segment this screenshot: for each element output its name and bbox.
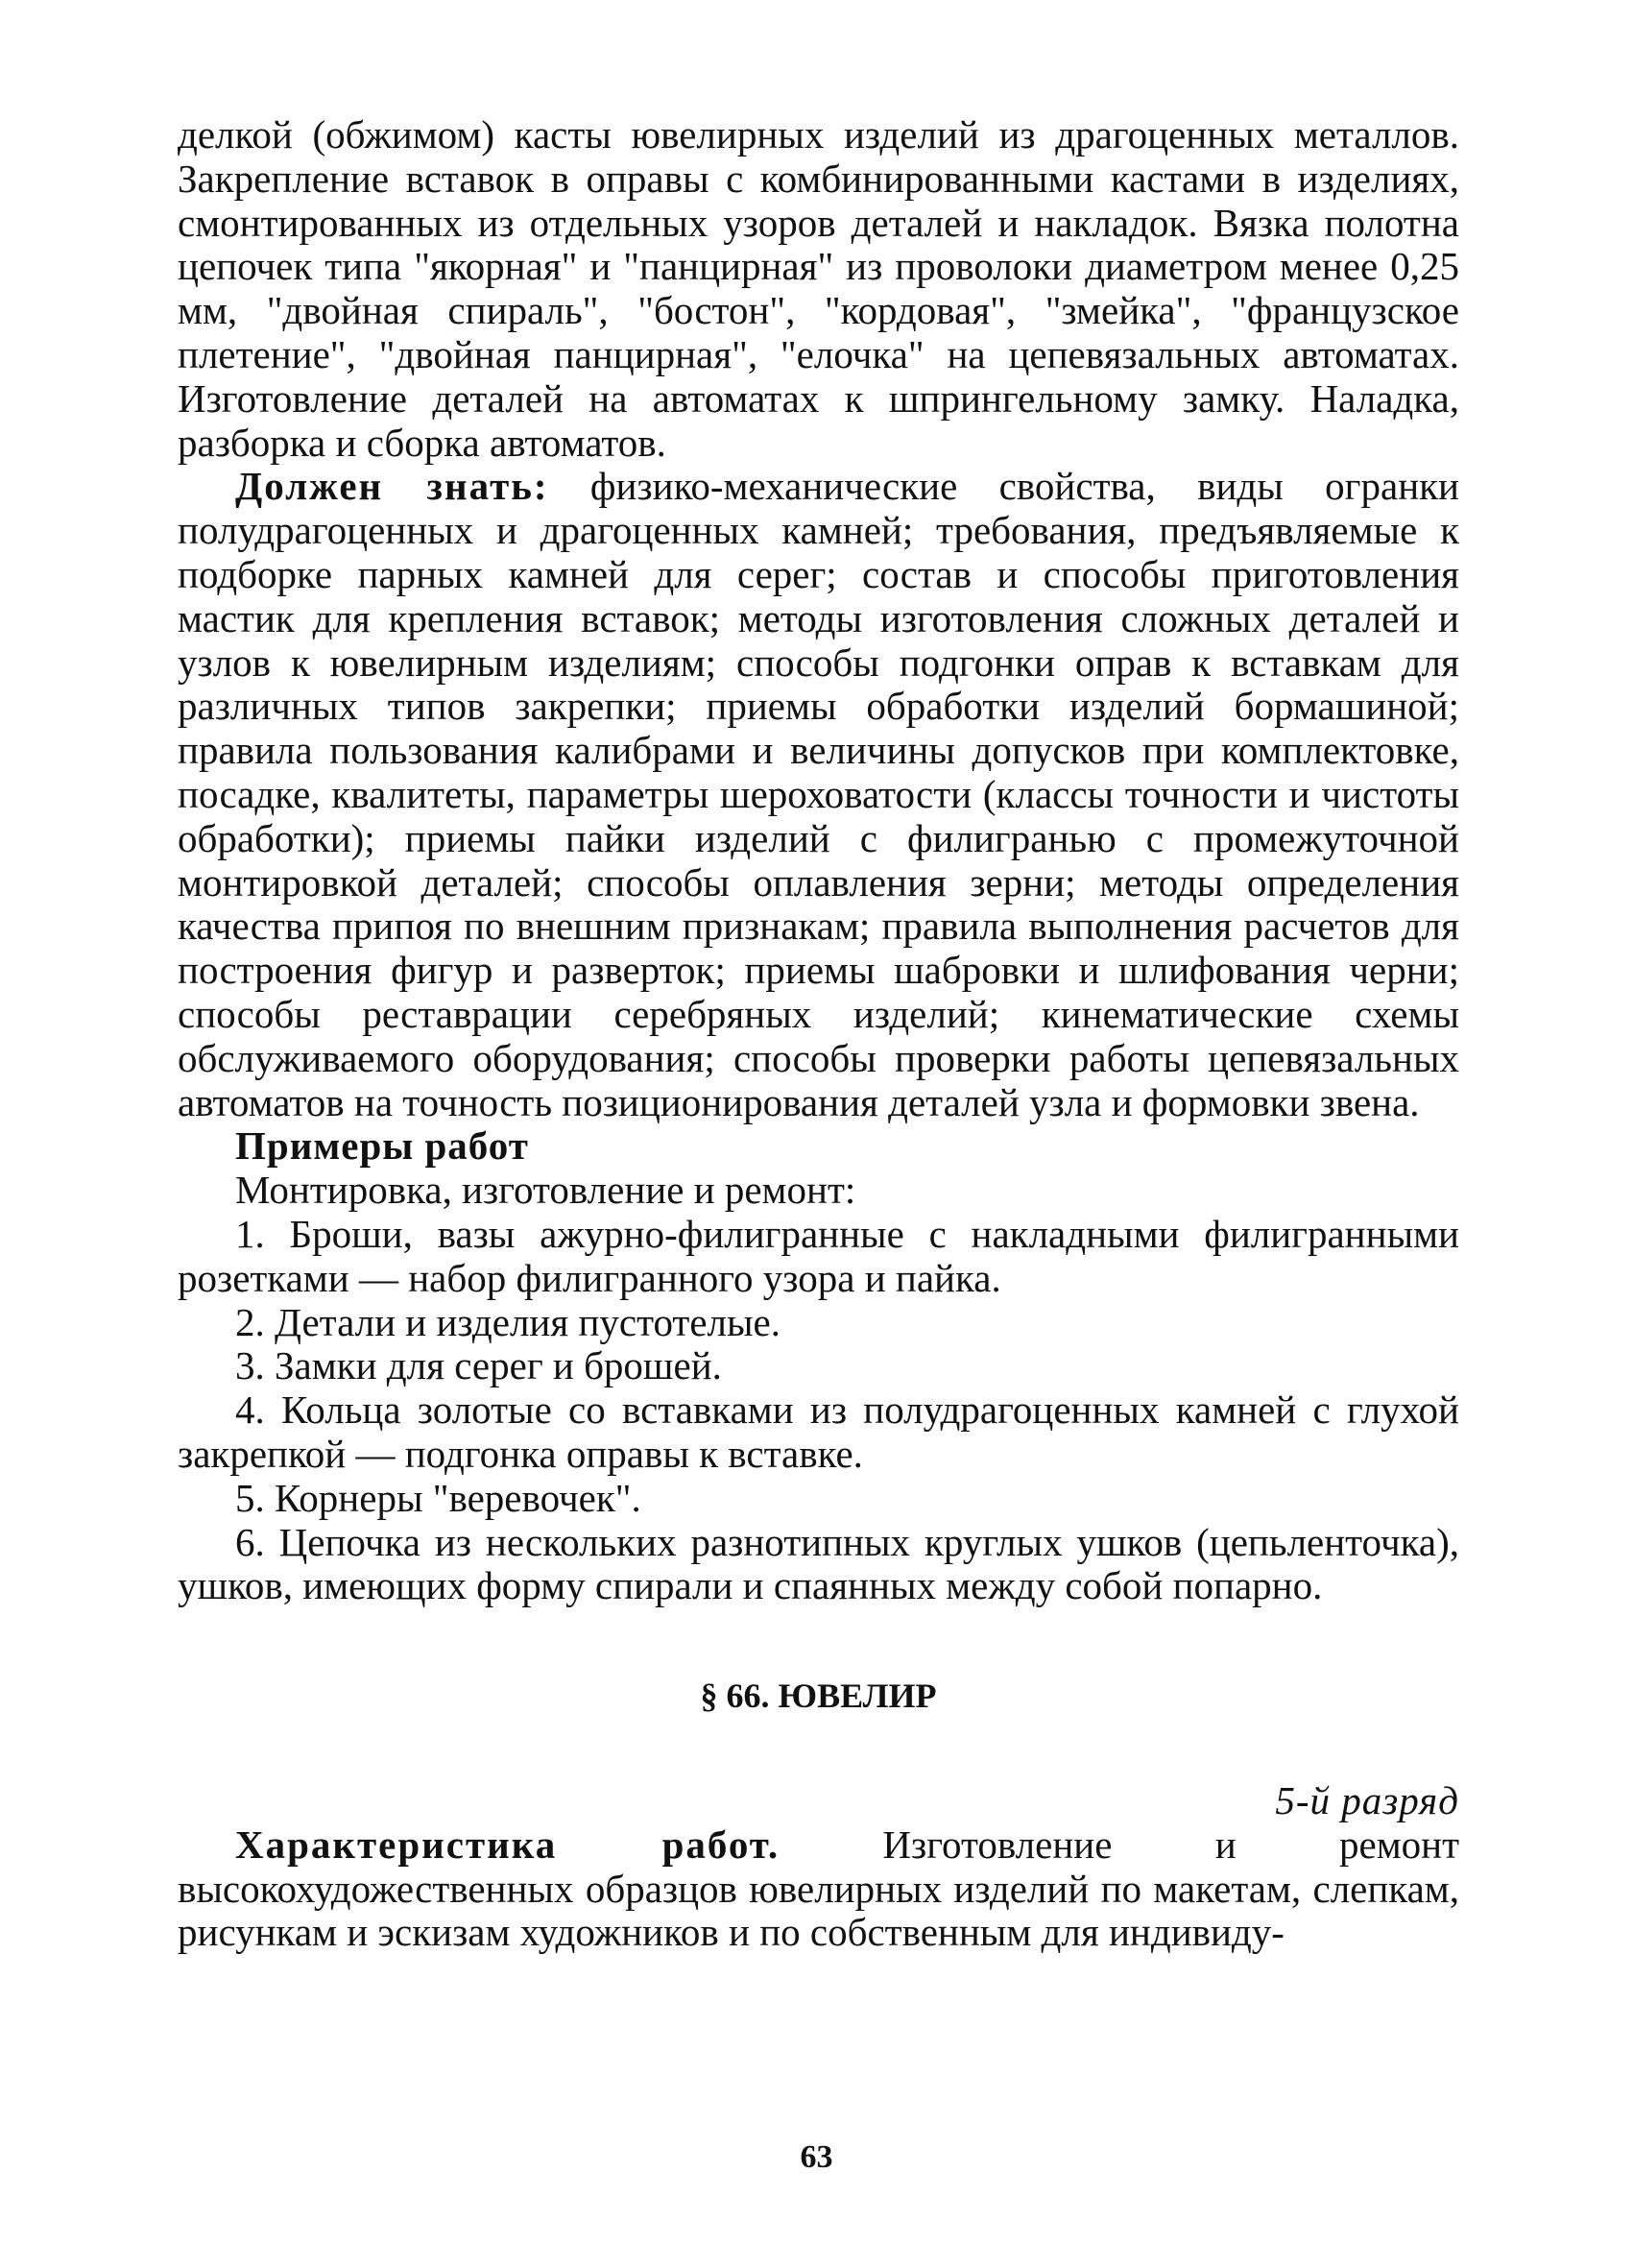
characteristic-label: Характеристика работ.: [235, 1822, 780, 1867]
example-item-3: 3. Замки для серег и брошей.: [235, 1343, 722, 1388]
example-item-4: 4. Кольца золотые со вставками из полудрагоценных камней с глухой закрепкой — подгонка оправы к вставке.: [178, 1387, 1459, 1476]
characteristic-paragraph: [178, 1823, 1459, 1955]
examples-heading: Примеры работ: [235, 1123, 529, 1169]
example-item-1: 1. Броши, вазы ажурно-филигранные с накладными филигранными розетками — набор филигранного узора и пайка.: [178, 1211, 1459, 1300]
must-know-label: Должен знать:: [235, 464, 549, 509]
page-number: 63: [800, 2139, 833, 2175]
must-know-paragraph: [178, 465, 1459, 1124]
must-know-text: физико-механические свойства, виды огранки полудрагоценных и драгоценных камней; требования, предъявляемые к подборке парных камней для серег; состав и способы приготовления мастик для крепления вставок; методы изготовления сложных деталей и узлов к ювелирным изделиям; способы подгонки оправ к вставкам для различных типов закрепки; приемы обработки изделий бормашиной; правила пользования калибрами и величины допусков при комплектовке, посадке, квалитеты, параметры шероховатости (классы точности и чистоты обработки); приемы пайки изделий с филигранью с промежуточной монтировкой деталей; способы оплавления зерни; методы определения качества припоя по внешним признакам; правила выполнения расчетов для построения фигур и разверток; приемы шабровки и шлифования черни; способы реставрации серебряных изделий; кинематические схемы обслуживаемого оборудования; способы проверки работы цепевязальных автоматов на точность позиционирования деталей узла и формовки звена.: [178, 464, 1459, 1124]
intro-paragraph: делкой (обжимом) касты ювелирных изделий из драгоценных металлов. Закрепление вставок в оправы с комбинированными кастами в изделиях, смонтированных из отдельных узоров деталей и накладок. Вязка полотна цепочек типа "якорная" и "панцирная" из проволоки диаметром менее 0,25 мм, "двойная спираль", "бостон", "кордовая", "змейка", "французское плетение", "двойная панцирная", "елочка" на цепевязальных автоматах. Изготовление деталей на автоматах к шпрингельному замку. Наладка, разборка и сборка автоматов.: [178, 112, 1459, 465]
document-page: [178, 113, 1459, 1955]
example-item-5: 5. Корнеры "веревочек".: [235, 1475, 641, 1520]
grade-label: 5-й разряд: [1275, 1778, 1459, 1823]
section-title: § 66. ЮВЕЛИР: [700, 1677, 937, 1716]
characteristic-text: Изготовление и ремонт высокохудожественных образцов ювелирных изделий по макетам, слепкам, рисункам и эскизам художников и по собственным для индивиду-: [178, 1822, 1459, 1955]
example-item-6: 6. Цепочка из нескольких разнотипных круглых ушков (цепьленточка), ушков, имеющих форму спирали и спаянных между собой попарно.: [178, 1519, 1459, 1608]
example-item-2: 2. Детали и изделия пустотелые.: [235, 1299, 780, 1344]
examples-intro: Монтировка, изготовление и ремонт:: [235, 1168, 856, 1213]
